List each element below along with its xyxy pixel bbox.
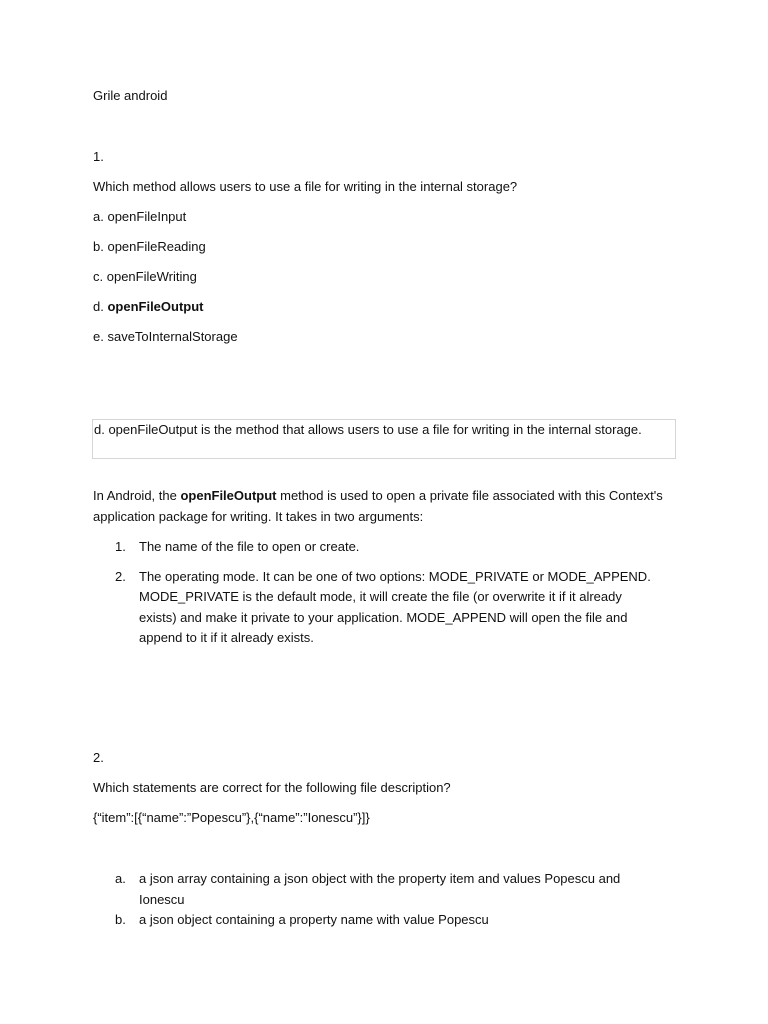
q1-option-b <box>93 237 206 257</box>
question-1-number: 1. <box>93 149 104 164</box>
q1-option-a <box>93 207 186 227</box>
explanation-intro-after: method is used to open a private file associated with this Context's application package for writing. It takes in two arguments: <box>93 488 663 524</box>
list-item-text: The name of the file to open or create. <box>139 539 360 554</box>
list-item-text: a json object containing a property name with value Popescu <box>139 912 489 927</box>
option-text: saveToInternalStorage <box>107 329 238 344</box>
explanation-method-name: openFileOutput <box>180 488 277 503</box>
option-prefix: e. <box>93 329 108 344</box>
explanation-arguments-list <box>115 537 655 649</box>
option-prefix: c. <box>93 269 107 284</box>
option-prefix: d. <box>93 299 108 314</box>
explanation-intro-before: In Android, the <box>93 488 181 503</box>
list-item-text: The operating mode. It can be one of two options: MODE_PRIVATE or MODE_APPEND. MODE_PRIVATE is the default mode, it will create the file (or overwrite it if it already exists) and make it private to your application. MODE_APPEND will open the file and append to it if it already exists. <box>139 568 651 645</box>
answer-box <box>92 419 676 459</box>
json-sample: {“item”:[{“name”:”Popescu”},{“name”:”Ionescu”}]} <box>93 810 370 825</box>
list-item <box>115 869 655 910</box>
q1-option-c <box>93 267 197 287</box>
option-prefix: a. <box>93 209 108 224</box>
question-2-text: Which statements are correct for the following file description? <box>93 780 451 795</box>
explanation-paragraph <box>93 485 683 527</box>
list-item-letter: a. <box>115 871 126 886</box>
list-item <box>115 537 655 558</box>
document-title: Grile android <box>93 88 168 103</box>
list-item-letter: b. <box>115 912 126 927</box>
list-item-number: 1. <box>115 539 126 554</box>
option-text: openFileReading <box>107 239 206 254</box>
q1-option-e <box>93 327 238 347</box>
list-item <box>115 567 655 649</box>
option-text: openFileWriting <box>106 269 197 284</box>
question-2-number: 2. <box>93 750 104 765</box>
answer-text: d. openFileOutput is the method that allows users to use a file for writing in the internal storage. <box>94 422 642 437</box>
question-1-text: Which method allows users to use a file for writing in the internal storage? <box>93 179 518 194</box>
option-text: openFileOutput <box>107 299 204 314</box>
list-item-text: a json array containing a json object with the property item and values Popescu and Ionescu <box>139 871 621 907</box>
option-text: openFileInput <box>107 209 187 224</box>
option-prefix: b. <box>93 239 108 254</box>
list-item <box>115 910 655 931</box>
list-item-number: 2. <box>115 568 126 584</box>
q1-option-d-correct <box>93 297 204 317</box>
q2-options-list <box>115 869 655 931</box>
